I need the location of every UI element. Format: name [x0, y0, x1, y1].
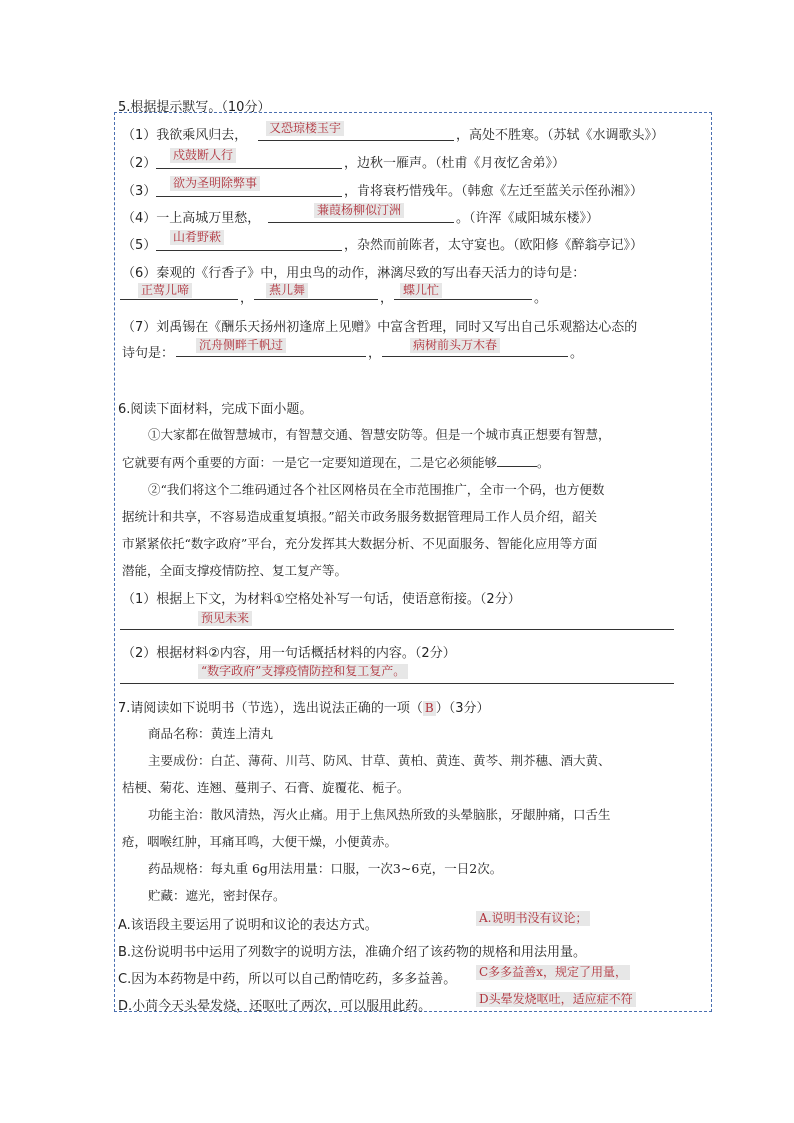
- q7-option-d: D.小苘今天头晕发烧，还呕吐了两次，可以服用此药。: [118, 999, 432, 1014]
- q5-line6-answer3: 蝶儿忙: [400, 283, 442, 298]
- q5-line4-prefix: （4）一上高城万里愁，: [122, 211, 261, 226]
- q6-material1-line2: 它就要有两个重要的方面：一是它一定要知道现在，二是它必须能够 。: [122, 455, 550, 470]
- q5-line6-sep2: ，: [380, 291, 394, 306]
- q7-note-d: D头晕发烧呕吐，适应症不符: [476, 992, 636, 1007]
- q7-ingredients-line1: 主要成份：白芷、薄荷、川芎、防风、甘草、黄柏、黄连、黄芩、荆芥穗、酒大黄、: [148, 753, 611, 768]
- q7-storage: 贮藏：遮光，密封保存。: [148, 888, 286, 903]
- q7-functions-line2: 疮，咽喉红肿，耳痛耳鸣，大便干燥，小便黄赤。: [122, 834, 398, 849]
- q6-material1-line1: ①大家都在做智慧城市，有智慧交通、智慧安防等。但是一个城市真正想要有智慧，: [148, 427, 611, 442]
- q5-line4-answer: 蒹葭杨柳似汀洲: [314, 203, 404, 218]
- q6-sub2-answer: “数字政府”支撑疫情防控和复工复产。: [198, 664, 408, 679]
- q5-line3-prefix: （3）: [122, 184, 157, 199]
- q5-line7-blank2: [382, 356, 568, 357]
- q5-line7-prompt: （7）刘禹锡在《酬乐天扬州初逢席上见赠》中富含哲理，同时又写出自己乐观豁达心态的: [122, 320, 638, 335]
- q5-line4-blank: [268, 222, 454, 223]
- q5-line7-sep: ，: [368, 346, 382, 361]
- q6-material2-line4: 潜能，全面支撑疫情防控、复工复产等。: [122, 563, 348, 578]
- q5-line6-prompt: （6）秦观的《行香子》中，用虫鸟的动作，淋漓尽致的写出春天活力的诗句是：: [122, 266, 586, 281]
- q5-line2-answer: 戍鼓断人行: [170, 148, 236, 163]
- q5-line7-answer1: 沉舟侧畔千帆过: [196, 338, 286, 353]
- q7-note-a: A.说明书没有议论；: [476, 911, 590, 926]
- q5-line6-sep1: ，: [240, 291, 254, 306]
- q7-ingredients-line2: 桔梗、菊花、连翘、蔓荆子、石膏、旋覆花、栀子。: [122, 780, 410, 795]
- q6-sub2-answer-line: [120, 683, 674, 684]
- q7-specs: 药品规格：每丸重 6g用法用量：口服，一次3~6克，一日2次。: [148, 861, 503, 876]
- q5-line5-answer: 山肴野蔌: [170, 230, 224, 245]
- q7-header: 7.请阅读如下说明书（节选），选出说法正确的一项（ B ）（3分）: [118, 701, 490, 716]
- q5-line6-blank3: [394, 299, 532, 300]
- q7-option-c: C.因为本药物是中药，所以可以自己酌情吃药，多多益善。: [118, 972, 457, 987]
- q7-option-a: A.该语段主要运用了说明和议论的表达方式。: [118, 918, 378, 933]
- q5-line1-prefix: （1）我欲乘风归去，: [122, 128, 248, 143]
- q5-line7-answer2: 病树前头万木春: [410, 338, 500, 353]
- q7-product-name: 商品名称：黄连上清丸: [148, 726, 274, 741]
- q5-line3-answer: 欲为圣明除弊事: [170, 176, 260, 191]
- q6-material1-blank: [497, 454, 537, 467]
- q7-functions-line1: 功能主治：散风清热，泻火止痛。用于上焦风热所致的头晕脑胀，牙龈肿痛，口舌生: [148, 807, 611, 822]
- q6-sub1-answer-line: [120, 629, 674, 630]
- q5-line2-blank: [156, 168, 342, 169]
- q5-line5-blank: [156, 250, 342, 251]
- q6-header: 6.阅读下面材料，完成下面小题。: [118, 402, 313, 417]
- q5-line2-suffix: ，边秋一雁声。（杜甫《月夜忆舍弟》）: [344, 156, 566, 171]
- q5-line3-suffix: ，肯将衰朽惜残年。（韩愈《左迁至蓝关示侄孙湘》）: [344, 184, 644, 199]
- q5-line6-answer1: 正莺儿啼: [138, 283, 192, 298]
- q7-answer: B: [424, 701, 434, 715]
- q5-header: 5.根据提示默写。（10分）: [118, 100, 271, 115]
- q6-material2-line3: 市紧紧依托“数字政府”平台，充分发挥其大数据分析、不见面服务、智能化应用等方面: [122, 536, 598, 551]
- q5-line7-end: 。: [570, 346, 584, 361]
- q6-material2-line2: 据统计和共享，不容易造成重复填报。”韶关市政务服务数据管理局工作人员介绍，韶关: [122, 509, 598, 524]
- q5-line1-blank: [258, 140, 454, 141]
- q5-line1-answer: 又恐琼楼玉宇: [266, 121, 344, 136]
- q7-note-c: C多多益善x，规定了用量，: [476, 965, 630, 980]
- q5-line6-blank2: [254, 299, 378, 300]
- q5-line5-prefix: （5）: [122, 238, 157, 253]
- q5-line7-blank1: [176, 356, 366, 357]
- q6-material2-line1: ②“我们将这个二维码通过各个社区网格员在全市范围推广，全市一个码，也方便数: [148, 482, 605, 497]
- q6-sub1-prompt: （1）根据上下文，为材料①空格处补写一句话，使语意衔接。（2分）: [122, 592, 521, 607]
- q5-line4-suffix: 。（许浑《咸阳城东楼》）: [456, 211, 600, 226]
- q5-line2-prefix: （2）: [122, 156, 157, 171]
- q5-line6-answer2: 燕儿舞: [266, 283, 308, 298]
- q5-line3-blank: [156, 196, 342, 197]
- q5-line6-blank1: [120, 299, 238, 300]
- q6-sub2-prompt: （2）根据材料②内容，用一句话概括材料的内容。（2分）: [122, 646, 456, 661]
- q5-line5-suffix: ，杂然而前陈者，太守宴也。（欧阳修《醉翁亭记》）: [344, 238, 644, 253]
- q5-line7-prompt2: 诗句是：: [122, 346, 175, 361]
- q7-option-b: B.这份说明书中运用了列数字的说明方法，准确介绍了该药物的规格和用法用量。: [118, 945, 587, 960]
- q6-sub1-answer: 预见未来: [198, 611, 252, 626]
- q5-line1-suffix: ，高处不胜寒。（苏轼《水调歌头》）: [456, 128, 665, 143]
- q5-line6-end: 。: [534, 291, 548, 306]
